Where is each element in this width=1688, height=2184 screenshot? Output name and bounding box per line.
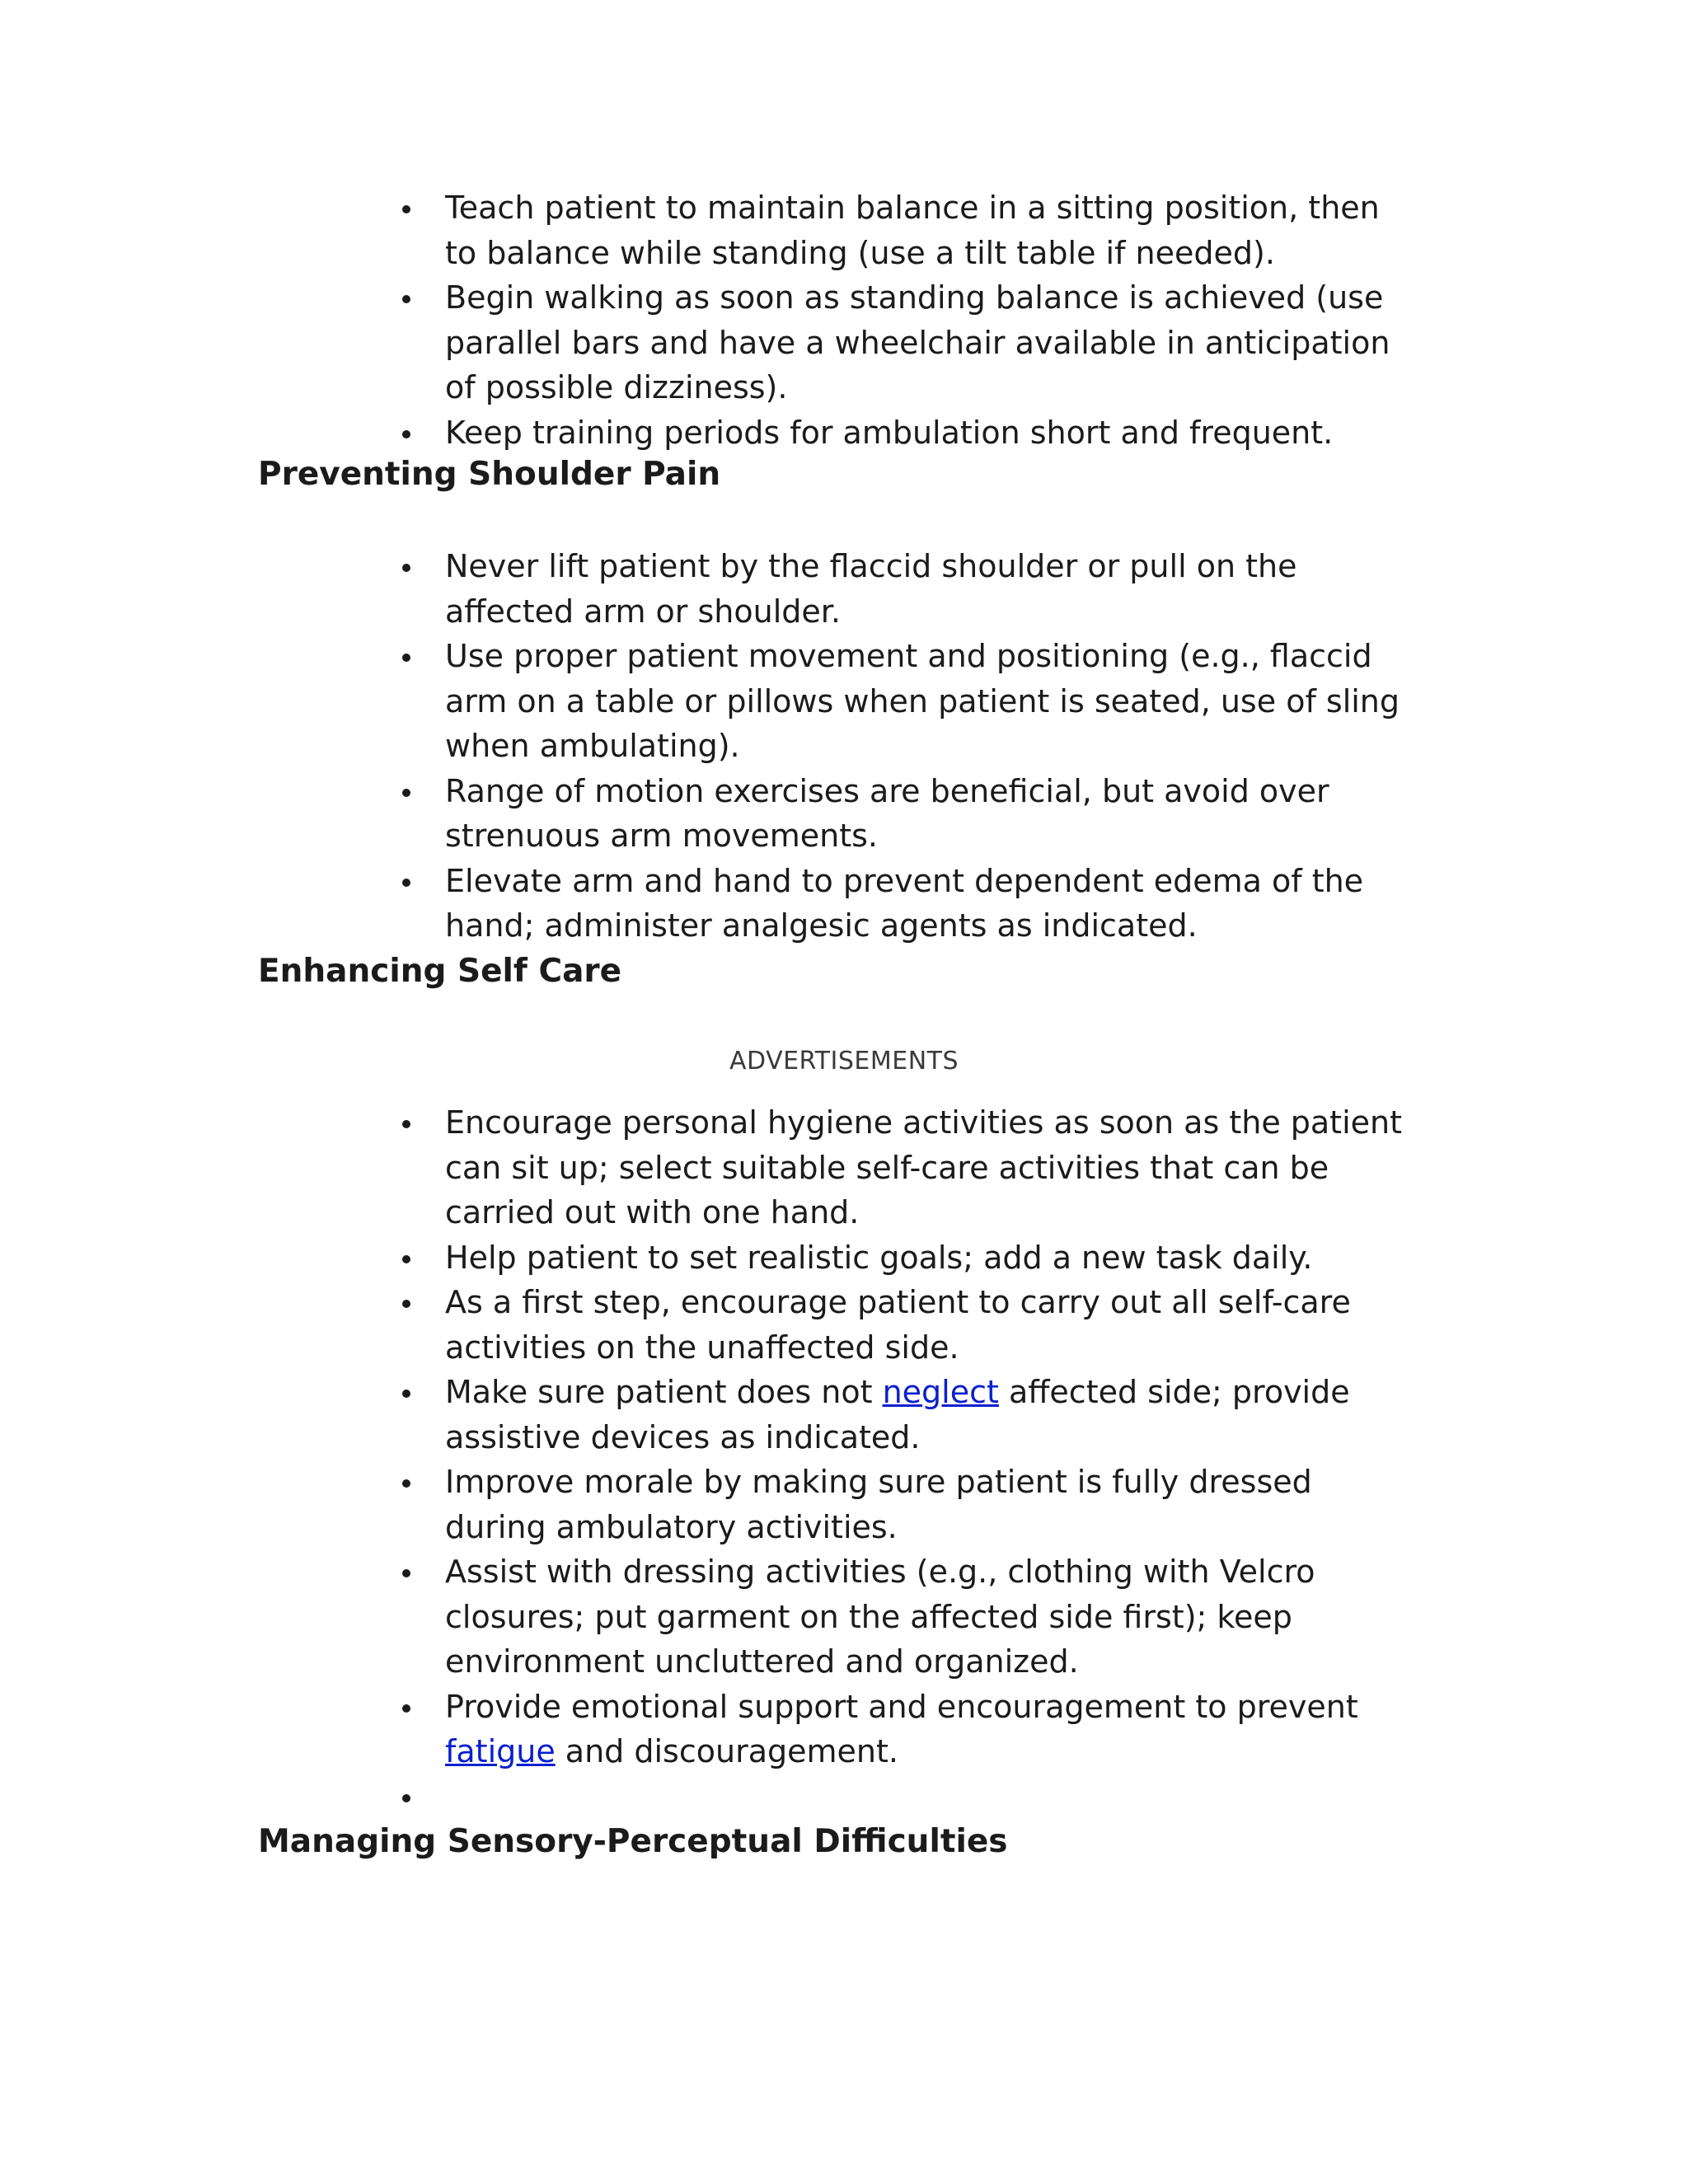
list-item-text: affected side; provide assistive devices as indicated. (445, 1374, 1350, 1455)
list-item: Range of motion exercises are beneficial, but avoid over strenuous arm movements. (445, 769, 1418, 859)
list-item-text: Make sure patient does not (445, 1374, 883, 1410)
self-care-list (445, 1100, 1418, 1819)
section-heading-preventing-shoulder-pain: Preventing Shoulder Pain (258, 456, 721, 493)
list-item-text: Provide emotional support and encouragement to prevent (445, 1688, 1358, 1725)
shoulder-pain-list (445, 544, 1418, 949)
list-item: Assist with dressing activities (e.g., clothing with Velcro closures; put garment on the affected side first); keep environment uncluttered and organized. (445, 1549, 1418, 1685)
list-item: Elevate arm and hand to prevent dependent edema of the hand; administer analgesic agents as indicated. (445, 859, 1418, 949)
list-item: Teach patient to maintain balance in a sitting position, then to balance while standing (use a tilt table if needed). (445, 185, 1418, 275)
list-item-empty (445, 1774, 1418, 1820)
section-heading-managing-sensory-perceptual-difficulties: Managing Sensory-Perceptual Difficulties (258, 1823, 1008, 1860)
list-item (445, 1370, 1418, 1460)
balance-ambulation-list (445, 185, 1418, 455)
list-item: Improve morale by making sure patient is fully dressed during ambulatory activities. (445, 1460, 1418, 1549)
list-item (445, 1685, 1418, 1774)
list-item: Use proper patient movement and positioning (e.g., flaccid arm on a table or pillows when patient is seated, use of sling when ambulating). (445, 634, 1418, 769)
list-item: Keep training periods for ambulation short and frequent. (445, 410, 1418, 456)
list-item: As a first step, encourage patient to carry out all self-care activities on the unaffected side. (445, 1280, 1418, 1370)
list-item: Help patient to set realistic goals; add a new task daily. (445, 1235, 1418, 1281)
list-item-text: and discouragement. (555, 1733, 898, 1769)
neglect-link[interactable]: neglect (882, 1374, 999, 1410)
list-item: Never lift patient by the flaccid shoulder or pull on the affected arm or shoulder. (445, 544, 1418, 634)
list-item: Encourage personal hygiene activities as soon as the patient can sit up; select suitable self-care activities that can be carried out with one hand. (445, 1100, 1418, 1235)
section-heading-enhancing-self-care: Enhancing Self Care (258, 953, 622, 990)
fatigue-link[interactable]: fatigue (445, 1733, 556, 1769)
list-item: Begin walking as soon as standing balance is achieved (use parallel bars and have a wheelchair available in anticipation of possible dizziness). (445, 275, 1418, 410)
advertisement-label: ADVERTISEMENTS (729, 1047, 959, 1076)
